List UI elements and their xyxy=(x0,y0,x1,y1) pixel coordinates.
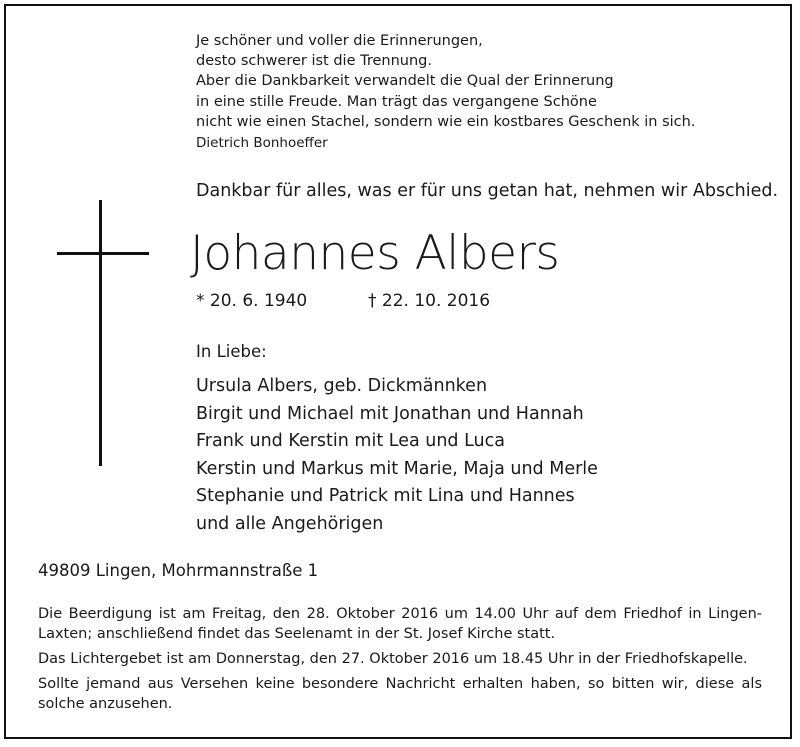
notice-info: Sollte jemand aus Versehen keine besondere Nachricht erhalten haben, so bitten wir, diese als solche anzusehen. xyxy=(38,676,762,712)
mourner-entry: Kerstin und Markus mit Marie, Maja und Merle xyxy=(196,458,598,479)
mourner-entry: Stephanie und Patrick mit Lina und Hannes xyxy=(196,486,575,506)
bonhoeffer-quote xyxy=(196,31,756,132)
funeral-info: Die Beerdigung ist am Freitag, den 28. Oktober 2016 um 14.00 Uhr auf dem Friedhof in Lingen-Laxten; anschließend findet das Seelenamt in der St. Josef Kirche statt. xyxy=(38,606,762,642)
mourners-list xyxy=(196,373,598,538)
death-date: † 22. 10. 2016 xyxy=(368,291,491,311)
cross-icon-horizontal xyxy=(57,252,149,255)
mourners-intro: In Liebe: xyxy=(196,342,267,361)
deceased-name: Johannes Albers xyxy=(190,226,560,281)
prayer-info: Das Lichtergebet ist am Donnerstag, den 27. Oktober 2016 um 18.45 Uhr in der Friedhofskapelle. xyxy=(38,651,748,667)
mourner-entry: Birgit und Michael mit Jonathan und Hannah xyxy=(196,403,584,424)
funeral-notes xyxy=(38,604,762,719)
mourner-entry: und alle Angehörigen xyxy=(196,513,384,534)
quote-line: Je schöner und voller die Erinnerungen, xyxy=(196,33,483,49)
quote-line: nicht wie einen Stachel, sondern wie ein kostbares Geschenk in sich. xyxy=(196,113,696,130)
mourner-entry: Ursula Albers, geb. Dickmännken xyxy=(196,376,488,396)
quote-line: desto schwerer ist die Trennung. xyxy=(196,53,432,70)
farewell-text: Dankbar für alles, was er für uns getan hat, nehmen wir Abschied. xyxy=(196,181,779,201)
birth-date: * 20. 6. 1940 xyxy=(196,291,308,311)
quote-author: Dietrich Bonhoeffer xyxy=(196,135,328,151)
family-address: 49809 Lingen, Mohrmannstraße 1 xyxy=(38,561,319,580)
cross-icon-vertical xyxy=(99,200,102,466)
quote-line: Aber die Dankbarkeit verwandelt die Qual der Erinnerung xyxy=(196,73,614,90)
quote-line: in eine stille Freude. Man trägt das vergangene Schöne xyxy=(196,93,597,110)
mourner-entry: Frank und Kerstin mit Lea und Luca xyxy=(196,431,505,451)
